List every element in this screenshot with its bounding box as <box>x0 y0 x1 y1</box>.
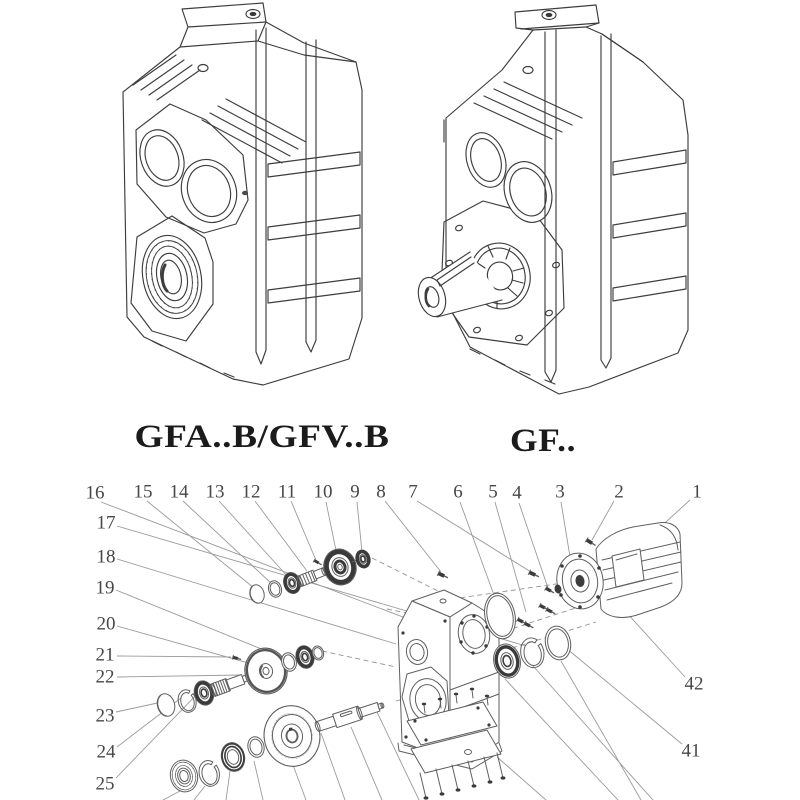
part-input-shaft-2 <box>296 566 328 587</box>
callout-number-9: 9 <box>350 481 360 503</box>
part-output-gear <box>259 701 324 770</box>
callout-number-8: 8 <box>376 481 386 503</box>
callout-number-16: 16 <box>85 482 105 504</box>
assembly-output-side-rings <box>481 590 574 680</box>
part-washer-output <box>246 735 267 759</box>
callout-layer <box>86 482 704 800</box>
leader-line-6 <box>460 502 498 606</box>
callout-number-21: 21 <box>95 644 115 666</box>
leader-line-12 <box>255 501 307 571</box>
leader-line-8 <box>385 501 441 572</box>
callout-number-1: 1 <box>692 481 702 503</box>
part-motor <box>552 523 682 618</box>
callout-number-5: 5 <box>488 481 498 503</box>
callout-number-23: 23 <box>95 705 115 727</box>
assembly-output-shaft <box>167 698 386 794</box>
callout-number-6: 6 <box>453 481 463 503</box>
callout-number-11: 11 <box>277 481 297 503</box>
clipped-leader-line-9 <box>505 679 618 800</box>
callout-number-7: 7 <box>408 481 418 503</box>
clipped-leader-line-10 <box>533 666 653 800</box>
callout-number-24: 24 <box>96 741 116 763</box>
part-seal-ring-upper <box>267 579 284 599</box>
part-gear-2 <box>240 644 292 699</box>
callout-number-42: 42 <box>684 673 704 695</box>
clipped-leader-line-2 <box>226 771 230 800</box>
callout-number-18: 18 <box>96 546 116 568</box>
gearbox-drawing-right <box>414 5 688 394</box>
part-gear-1 <box>320 545 361 588</box>
callout-number-41: 41 <box>681 740 701 762</box>
model-label-left: GFA..B/GFV..B <box>134 419 390 455</box>
screw-flange-a <box>545 586 555 594</box>
callout-number-3: 3 <box>555 481 565 503</box>
screw-upper-shaft <box>313 559 322 567</box>
callout-number-25: 25 <box>95 773 115 795</box>
clipped-leader-line-3 <box>254 761 263 800</box>
callout-number-20: 20 <box>96 613 116 635</box>
exploded-view <box>86 482 704 800</box>
part-snap-ring-output-side <box>518 636 547 670</box>
part-seal-ring-output-side <box>542 624 574 662</box>
screw-plug-7 <box>528 570 539 579</box>
screw-motor-top <box>585 538 596 548</box>
callout-number-14: 14 <box>169 481 189 503</box>
clipped-leader-line-0 <box>163 791 180 800</box>
callout-number-22: 22 <box>95 666 115 688</box>
model-label-right: GF.. <box>510 423 576 459</box>
leader-line-2 <box>592 501 614 540</box>
gearbox-drawing-left <box>123 3 362 385</box>
part-bearing-upper-left <box>281 570 303 595</box>
leader-line-22 <box>117 675 242 677</box>
part-output-shaft <box>314 698 386 733</box>
leader-line-14 <box>183 501 272 584</box>
leader-line-15 <box>147 501 254 588</box>
leader-line-41 <box>566 648 682 744</box>
screw-flange-e <box>546 607 556 615</box>
clipped-leader-line-6 <box>351 727 382 800</box>
leader-line-20 <box>117 626 259 666</box>
callout-number-2: 2 <box>614 481 624 503</box>
part-end-cap-upper <box>248 583 267 605</box>
clipped-leader-line-11 <box>561 661 641 800</box>
assembly-upper-shaft <box>248 545 373 605</box>
part-oil-seal <box>218 740 247 774</box>
screw-plug-8 <box>437 571 448 580</box>
leader-line-9 <box>357 502 362 552</box>
callout-number-12: 12 <box>241 481 261 503</box>
leader-line-7 <box>417 501 531 572</box>
callout-number-15: 15 <box>133 481 153 503</box>
leader-line-21 <box>117 656 231 657</box>
leader-line-11 <box>291 501 315 558</box>
part-ball-bearing <box>167 757 201 795</box>
clipped-leader-line-5 <box>321 733 345 800</box>
callout-number-13: 13 <box>205 481 225 503</box>
callout-number-4: 4 <box>512 482 522 504</box>
part-snap-ring-output <box>196 758 222 788</box>
leader-line-23 <box>116 702 162 712</box>
clipped-leader-line-1 <box>194 786 205 800</box>
callout-number-17: 17 <box>96 512 116 534</box>
part-end-cap-middle <box>155 692 178 719</box>
callout-number-10: 10 <box>313 481 333 503</box>
callout-number-19: 19 <box>95 577 115 599</box>
clipped-leader-line-4 <box>293 765 306 800</box>
